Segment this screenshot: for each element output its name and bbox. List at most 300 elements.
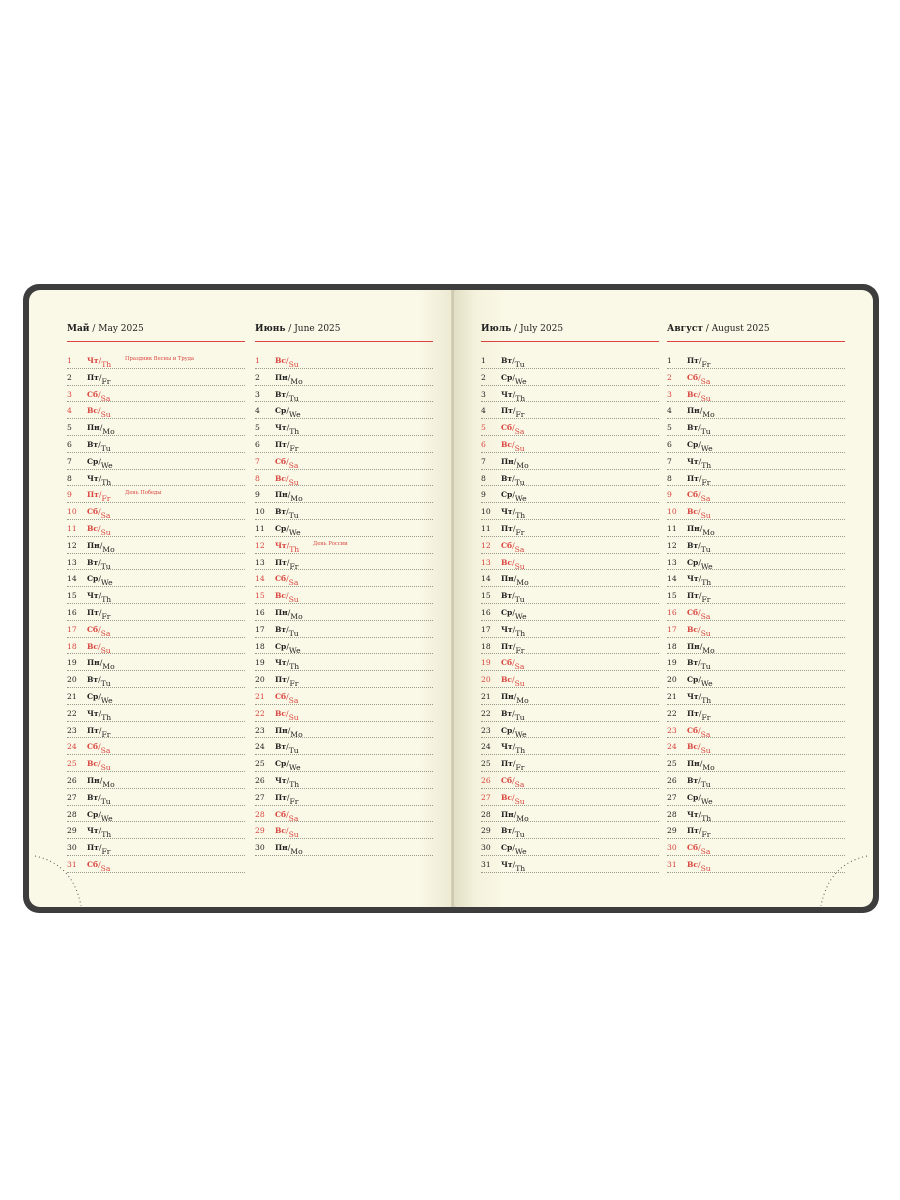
weekday: Чт/ Th xyxy=(87,826,112,840)
weekday-ru: Сб xyxy=(275,574,287,584)
day-row[interactable] xyxy=(255,402,433,419)
weekday-en: Su xyxy=(100,410,111,420)
weekday-ru: Сб xyxy=(275,456,287,466)
weekday: Вт/ Tu xyxy=(687,658,711,672)
weekday-ru: Вс xyxy=(87,523,99,533)
day-row[interactable] xyxy=(255,604,433,621)
weekday-ru: Пн xyxy=(687,406,700,416)
day-row[interactable] xyxy=(667,621,845,638)
weekday-en: Mo xyxy=(102,544,115,554)
weekday: Чт/ Th xyxy=(501,624,526,638)
weekday-en: Mo xyxy=(516,578,529,588)
day-number: 5 xyxy=(481,423,486,433)
weekday-en: Tu xyxy=(100,443,111,453)
day-row[interactable] xyxy=(67,419,245,436)
day-row[interactable] xyxy=(667,419,845,436)
weekday: Сб/ Sa xyxy=(275,574,299,588)
day-row[interactable] xyxy=(667,352,845,369)
day-row[interactable] xyxy=(67,520,245,537)
day-row[interactable] xyxy=(481,722,659,739)
weekday-en: Th xyxy=(101,477,112,487)
weekday: Ср/ We xyxy=(501,607,527,621)
weekday-ru: Пт xyxy=(501,759,513,769)
weekday-ru: Сб xyxy=(87,624,99,634)
day-row[interactable] xyxy=(255,486,433,503)
weekday-ru: Сб xyxy=(501,540,513,550)
day-row[interactable] xyxy=(667,386,845,403)
day-number: 3 xyxy=(667,389,672,399)
day-row[interactable] xyxy=(481,570,659,587)
month-name-en: August 2025 xyxy=(711,324,770,334)
weekday-en: We xyxy=(514,611,527,621)
day-row[interactable] xyxy=(255,386,433,403)
day-row[interactable] xyxy=(667,738,845,755)
day-number: 30 xyxy=(481,843,491,853)
day-number: 5 xyxy=(667,423,672,433)
day-row[interactable] xyxy=(481,654,659,671)
day-row[interactable] xyxy=(255,654,433,671)
weekday-en: Mo xyxy=(702,527,715,537)
day-row[interactable] xyxy=(667,554,845,571)
weekday-ru: Сб xyxy=(687,607,699,617)
weekday-en: Sa xyxy=(288,578,299,588)
weekday-en: Su xyxy=(100,527,111,537)
day-number: 4 xyxy=(67,406,72,416)
weekday-ru: Вс xyxy=(275,826,287,836)
day-row[interactable] xyxy=(481,436,659,453)
day-row[interactable] xyxy=(481,369,659,386)
weekday-en: Tu xyxy=(514,830,525,840)
day-row[interactable] xyxy=(67,705,245,722)
weekday-en: We xyxy=(514,729,527,739)
month-name-ru: Август xyxy=(667,324,703,334)
day-row[interactable] xyxy=(667,789,845,806)
weekday: Вс/ Su xyxy=(687,389,711,403)
weekday: Пт/ Fr xyxy=(87,607,111,621)
weekday-en: Th xyxy=(289,544,300,554)
day-row[interactable] xyxy=(255,671,433,688)
day-row[interactable] xyxy=(67,822,245,839)
day-row[interactable] xyxy=(255,587,433,604)
day-number: 9 xyxy=(667,490,672,500)
weekday-ru: Ср xyxy=(275,641,287,651)
day-number: 26 xyxy=(255,775,265,785)
weekday-en: Fr xyxy=(701,830,711,840)
day-row[interactable] xyxy=(67,621,245,638)
day-row[interactable] xyxy=(667,503,845,520)
weekday-en: Tu xyxy=(288,393,299,403)
day-row[interactable] xyxy=(67,352,245,369)
weekday: Пн/ Mo xyxy=(275,372,303,386)
day-row[interactable] xyxy=(255,772,433,789)
weekday-ru: Чт xyxy=(501,507,513,517)
weekday-ru: Чт xyxy=(501,389,513,399)
day-row[interactable] xyxy=(481,453,659,470)
day-number: 1 xyxy=(67,356,72,365)
day-row[interactable] xyxy=(667,486,845,503)
weekday-en: Tu xyxy=(100,561,111,571)
weekday-en: Su xyxy=(100,763,111,773)
weekday-ru: Вт xyxy=(87,439,99,449)
day-row[interactable] xyxy=(481,738,659,755)
weekday: Чт/ Th xyxy=(87,473,112,487)
weekday: Сб/ Sa xyxy=(87,742,111,756)
day-row[interactable] xyxy=(667,604,845,621)
weekday-ru: Пн xyxy=(501,691,514,701)
weekday: Ср/ We xyxy=(501,725,527,739)
day-row[interactable] xyxy=(255,369,433,386)
day-row[interactable] xyxy=(667,806,845,823)
weekday-en: Sa xyxy=(514,544,525,554)
corner-ornament-right xyxy=(809,850,869,910)
day-row[interactable] xyxy=(255,554,433,571)
day-number: 6 xyxy=(667,439,672,449)
weekday-en: Th xyxy=(701,813,712,823)
weekday: Сб/ Sa xyxy=(687,607,711,621)
day-row[interactable] xyxy=(255,722,433,739)
weekday-en: Tu xyxy=(514,477,525,487)
day-row[interactable] xyxy=(481,621,659,638)
day-row[interactable] xyxy=(481,470,659,487)
weekday-en: Fr xyxy=(101,376,111,386)
day-row[interactable] xyxy=(481,671,659,688)
weekday-ru: Сб xyxy=(687,490,699,500)
weekday-en: Th xyxy=(101,360,112,369)
day-row[interactable] xyxy=(667,755,845,772)
weekday-ru: Вт xyxy=(275,742,287,752)
day-row[interactable] xyxy=(481,503,659,520)
day-row[interactable] xyxy=(255,638,433,655)
weekday-ru: Вт xyxy=(501,473,513,483)
day-row[interactable] xyxy=(255,419,433,436)
weekday-en: Su xyxy=(288,360,299,369)
day-row[interactable] xyxy=(481,486,659,503)
day-row[interactable] xyxy=(255,503,433,520)
weekday: Чт/ Th xyxy=(501,859,526,873)
day-row[interactable] xyxy=(67,486,245,503)
day-number: 11 xyxy=(481,523,491,533)
day-row[interactable] xyxy=(481,386,659,403)
day-row[interactable] xyxy=(667,671,845,688)
day-number: 10 xyxy=(255,507,265,517)
weekday: Чт/ Th xyxy=(501,389,526,403)
weekday-ru: Пт xyxy=(687,473,699,483)
weekday-en: Th xyxy=(515,746,526,756)
day-number: 13 xyxy=(255,557,265,567)
day-row[interactable] xyxy=(67,587,245,604)
day-row[interactable] xyxy=(667,587,845,604)
day-number: 14 xyxy=(255,574,265,584)
weekday: Вт/ Tu xyxy=(687,423,711,437)
weekday: Вт/ Tu xyxy=(275,507,299,521)
day-row[interactable] xyxy=(667,722,845,739)
day-row[interactable] xyxy=(481,688,659,705)
month-july xyxy=(481,324,659,873)
weekday: Пт/ Fr xyxy=(687,708,711,722)
day-row[interactable] xyxy=(255,621,433,638)
weekday-ru: Ср xyxy=(501,843,513,853)
weekday-ru: Вт xyxy=(87,675,99,685)
day-row[interactable] xyxy=(67,772,245,789)
weekday: Вт/ Tu xyxy=(501,473,525,487)
day-row[interactable] xyxy=(481,839,659,856)
day-row[interactable] xyxy=(255,520,433,537)
day-row[interactable] xyxy=(481,789,659,806)
day-number: 27 xyxy=(67,792,77,802)
weekday: Вт/ Tu xyxy=(501,591,525,605)
day-row[interactable] xyxy=(481,587,659,604)
weekday-ru: Пн xyxy=(275,725,288,735)
weekday-ru: Вт xyxy=(501,356,513,365)
day-row[interactable] xyxy=(481,604,659,621)
weekday-ru: Чт xyxy=(275,423,287,433)
weekday-ru: Вс xyxy=(687,859,699,869)
weekday: Ср/ We xyxy=(501,372,527,386)
day-row[interactable] xyxy=(255,570,433,587)
day-row[interactable] xyxy=(255,755,433,772)
weekday: Сб/ Sa xyxy=(687,490,711,504)
day-number: 3 xyxy=(481,389,486,399)
weekday-en: Fr xyxy=(701,477,711,487)
day-row[interactable] xyxy=(255,453,433,470)
day-row[interactable] xyxy=(67,453,245,470)
day-number: 13 xyxy=(481,557,491,567)
day-row[interactable] xyxy=(667,688,845,705)
day-number: 21 xyxy=(67,691,77,701)
day-row[interactable] xyxy=(255,822,433,839)
day-row[interactable] xyxy=(667,638,845,655)
weekday: Ср/ We xyxy=(87,574,113,588)
day-row[interactable] xyxy=(255,806,433,823)
day-row[interactable] xyxy=(255,688,433,705)
day-row[interactable] xyxy=(67,755,245,772)
day-row[interactable] xyxy=(481,806,659,823)
day-number: 9 xyxy=(67,490,72,500)
day-row[interactable] xyxy=(67,806,245,823)
weekday-en: Tu xyxy=(100,679,111,689)
day-number: 20 xyxy=(255,675,265,685)
weekday-en: Fr xyxy=(701,712,711,722)
weekday-en: Su xyxy=(514,561,525,571)
day-number: 27 xyxy=(667,792,677,802)
weekday-en: We xyxy=(514,494,527,504)
weekday: Вс/ Su xyxy=(275,591,299,605)
day-number: 8 xyxy=(667,473,672,483)
day-row[interactable] xyxy=(255,705,433,722)
day-row[interactable] xyxy=(67,436,245,453)
weekday-en: Th xyxy=(289,427,300,437)
weekday: Сб/ Sa xyxy=(87,507,111,521)
weekday-en: Fr xyxy=(101,847,111,857)
day-row[interactable] xyxy=(67,738,245,755)
day-row[interactable] xyxy=(667,453,845,470)
day-row[interactable] xyxy=(481,419,659,436)
day-row[interactable] xyxy=(67,604,245,621)
day-row[interactable] xyxy=(667,654,845,671)
weekday-ru: Чт xyxy=(501,624,513,634)
weekday-en: Sa xyxy=(100,746,111,756)
day-row[interactable] xyxy=(67,856,245,873)
day-number: 22 xyxy=(255,708,265,718)
day-number: 17 xyxy=(255,624,265,634)
weekday-ru: Чт xyxy=(501,742,513,752)
weekday-en: Sa xyxy=(288,695,299,705)
weekday: Вс/ Su xyxy=(687,624,711,638)
day-row[interactable] xyxy=(481,537,659,554)
weekday: Вт/ Tu xyxy=(87,675,111,689)
day-row[interactable] xyxy=(255,839,433,856)
day-number: 24 xyxy=(667,742,677,752)
day-number: 19 xyxy=(67,658,77,668)
day-number: 31 xyxy=(481,859,491,869)
day-number: 24 xyxy=(255,742,265,752)
day-row[interactable] xyxy=(667,705,845,722)
day-row[interactable] xyxy=(67,671,245,688)
day-row[interactable] xyxy=(67,722,245,739)
day-row[interactable] xyxy=(67,386,245,403)
weekday-ru: Пн xyxy=(275,843,288,853)
day-row[interactable] xyxy=(667,402,845,419)
weekday-ru: Вс xyxy=(275,473,287,483)
day-number: 8 xyxy=(67,473,72,483)
weekday-en: Mo xyxy=(290,494,303,504)
day-row[interactable] xyxy=(481,705,659,722)
day-row[interactable] xyxy=(667,369,845,386)
day-row[interactable] xyxy=(67,554,245,571)
weekday-ru: Сб xyxy=(275,691,287,701)
weekday-en: We xyxy=(700,443,713,453)
weekday: Вс/ Su xyxy=(501,557,525,571)
weekday: Вт/ Tu xyxy=(687,540,711,554)
day-row[interactable] xyxy=(667,772,845,789)
weekday: Сб/ Sa xyxy=(275,691,299,705)
month-title: Июль / July 2025 xyxy=(481,324,659,342)
weekday-ru: Чт xyxy=(687,809,699,819)
weekday-ru: Ср xyxy=(275,523,287,533)
weekday-ru: Пт xyxy=(501,523,513,533)
weekday-en: Su xyxy=(700,628,711,638)
weekday-ru: Чт xyxy=(87,708,99,718)
weekday-ru: Ср xyxy=(501,372,513,382)
day-row[interactable] xyxy=(481,402,659,419)
day-number: 16 xyxy=(481,607,491,617)
weekday: Сб/ Sa xyxy=(87,859,111,873)
day-row[interactable] xyxy=(667,537,845,554)
day-row[interactable] xyxy=(67,369,245,386)
day-row[interactable] xyxy=(67,470,245,487)
weekday: Вт/ Tu xyxy=(87,792,111,806)
weekday-ru: Чт xyxy=(687,456,699,466)
day-number: 25 xyxy=(67,759,77,769)
weekday: Чт/ Th xyxy=(275,658,300,672)
weekday: Пн/ Mo xyxy=(501,456,529,470)
weekday: Пт/ Fr xyxy=(275,439,299,453)
weekday: Пн/ Mo xyxy=(275,607,303,621)
weekday: Ср/ We xyxy=(687,675,713,689)
weekday-en: Th xyxy=(515,628,526,638)
day-number: 23 xyxy=(67,725,77,735)
day-row[interactable] xyxy=(67,402,245,419)
weekday-ru: Ср xyxy=(501,490,513,500)
weekday: Пн/ Mo xyxy=(687,406,715,420)
day-row[interactable] xyxy=(67,789,245,806)
weekday: Пт/ Fr xyxy=(501,759,525,773)
day-row[interactable] xyxy=(481,772,659,789)
weekday-ru: Сб xyxy=(501,775,513,785)
day-row[interactable] xyxy=(667,822,845,839)
day-number: 18 xyxy=(481,641,491,651)
day-number: 2 xyxy=(255,372,260,382)
day-row[interactable] xyxy=(67,638,245,655)
day-row[interactable] xyxy=(67,537,245,554)
corner-ornament-left xyxy=(33,850,93,910)
day-number: 1 xyxy=(667,356,672,365)
weekday: Пт/ Fr xyxy=(501,523,525,537)
day-number: 24 xyxy=(481,742,491,752)
day-row[interactable] xyxy=(667,470,845,487)
day-row[interactable] xyxy=(667,570,845,587)
day-row[interactable] xyxy=(481,638,659,655)
day-row[interactable] xyxy=(481,822,659,839)
weekday-en: Th xyxy=(701,578,712,588)
day-number: 21 xyxy=(481,691,491,701)
day-row[interactable] xyxy=(255,789,433,806)
day-row[interactable] xyxy=(67,839,245,856)
day-number: 21 xyxy=(667,691,677,701)
weekday: Вт/ Tu xyxy=(87,439,111,453)
day-number: 28 xyxy=(667,809,677,819)
day-row[interactable] xyxy=(481,856,659,873)
day-row[interactable] xyxy=(255,470,433,487)
day-number: 22 xyxy=(67,708,77,718)
day-row[interactable] xyxy=(67,654,245,671)
weekday-ru: Сб xyxy=(87,507,99,517)
day-number: 21 xyxy=(255,691,265,701)
day-row[interactable] xyxy=(67,503,245,520)
day-row[interactable] xyxy=(667,436,845,453)
day-number: 29 xyxy=(667,826,677,836)
day-row[interactable] xyxy=(255,352,433,369)
day-row[interactable] xyxy=(667,520,845,537)
weekday-ru: Ср xyxy=(687,557,699,567)
day-row[interactable] xyxy=(481,554,659,571)
weekday-ru: Пт xyxy=(687,591,699,601)
weekday: Ср/ We xyxy=(687,557,713,571)
weekday: Вс/ Su xyxy=(275,356,299,369)
day-number: 7 xyxy=(667,456,672,466)
day-row[interactable] xyxy=(255,537,433,554)
weekday-en: We xyxy=(700,561,713,571)
weekday-ru: Сб xyxy=(501,423,513,433)
weekday-ru: Ср xyxy=(275,759,287,769)
weekday: Сб/ Sa xyxy=(275,809,299,823)
day-row[interactable] xyxy=(255,738,433,755)
weekday-en: We xyxy=(100,695,113,705)
day-row[interactable] xyxy=(481,352,659,369)
day-number: 23 xyxy=(255,725,265,735)
day-row[interactable] xyxy=(481,520,659,537)
day-row[interactable] xyxy=(255,436,433,453)
weekday-en: Mo xyxy=(290,847,303,857)
day-row[interactable] xyxy=(481,755,659,772)
weekday-ru: Вс xyxy=(687,742,699,752)
weekday: Чт/ Th xyxy=(687,574,712,588)
weekday: Вс/ Su xyxy=(687,859,711,873)
day-row[interactable] xyxy=(67,570,245,587)
day-row[interactable] xyxy=(67,688,245,705)
weekday: Чт/ Th xyxy=(687,691,712,705)
weekday: Сб/ Sa xyxy=(687,372,711,386)
